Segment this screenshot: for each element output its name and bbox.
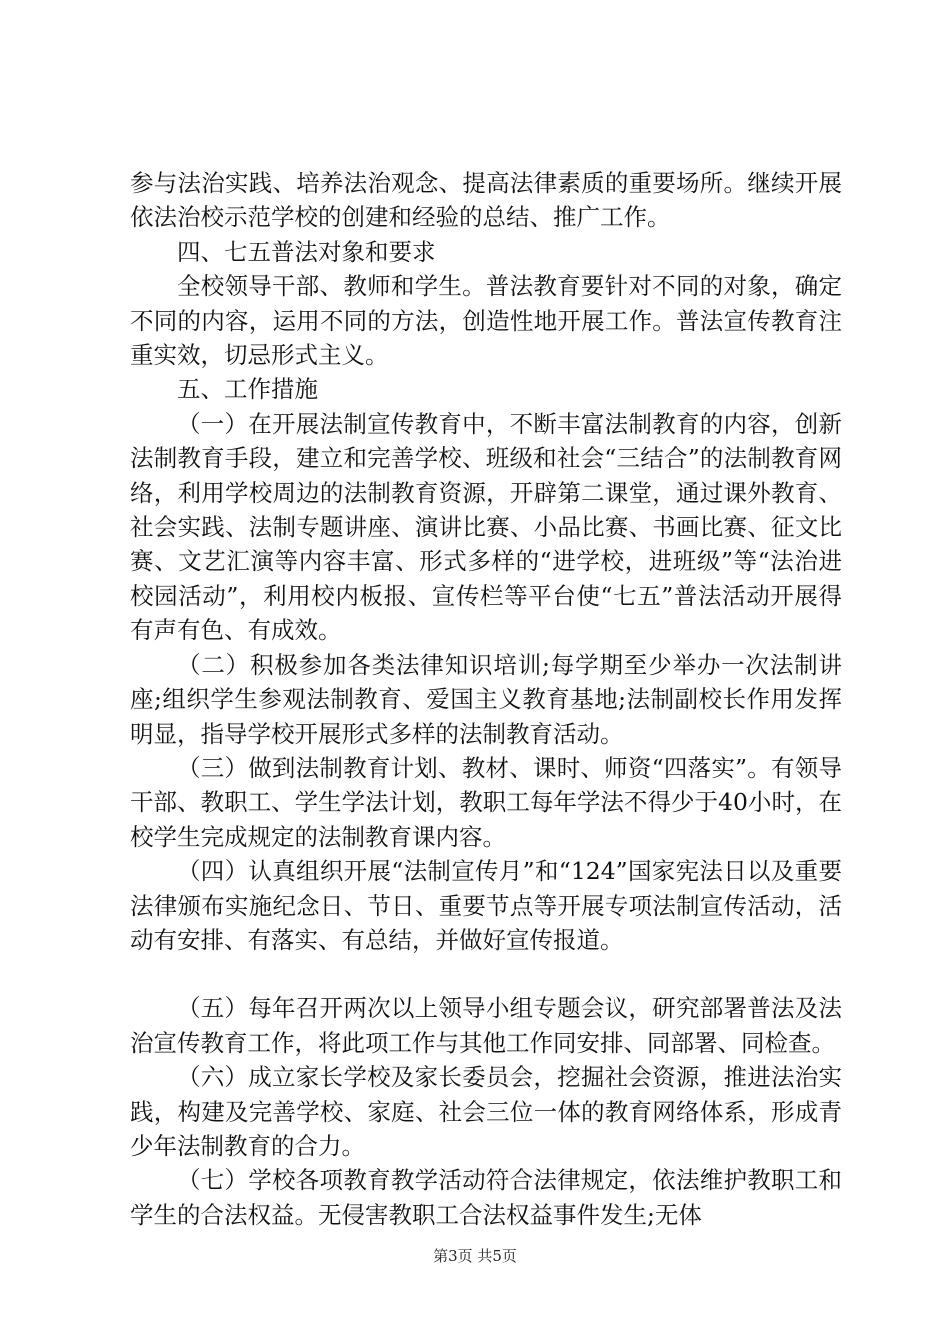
paragraph-measure-5: （五）每年召开两次以上领导小组专题会议，研究部署普法及法治宣传教育工作，将此项工作与其他工作同安排、同部署、同检查。 [130,994,842,1057]
paragraph-measure-2: （二）积极参加各类法律知识培训;每学期至少举办一次法制讲座;组织学生参观法制教育、爱国主义教育基地;法制副校长作用发挥明显，指导学校开展形式多样的法制教育活动。 [130,650,842,748]
paragraph-measure-4: （四）认真组织开展“法制宣传月”和“124”国家宪法日以及重要法律颁布实施纪念日、节日、重要节点等开展专项法制宣传活动，活动有安排、有落实、有总结，并做好宣传报道。 [130,857,842,954]
paragraph-measure-6: （六）成立家长学校及家长委员会，挖掘社会资源，推进法治实践，构建及完善学校、家庭、社会三位一体的教育网络体系，形成青少年法制教育的合力。 [130,1063,842,1160]
paragraph-measure-3: （三）做到法制教育计划、教材、课时、师资“四落实”。有领导干部、教职工、学生学法计划，教职工每年学法不得少于40小时，在校学生完成规定的法制教育课内容。 [130,753,842,851]
page-number-footer: 第3页 共5页 [433,1247,517,1265]
paragraph-measure-1: （一）在开展法制宣传教育中，不断丰富法制教育的内容，创新法制教育手段，建立和完善学校、班级和社会“三结合”的法制教育网络，利用学校周边的法制教育资源，开辟第二课堂，通过课外教育、社会实践、法制专题讲座、演讲比赛、小品比赛、书画比赛、征文比赛、文艺汇演等内容丰富、形式多样的“进学校，进班级”等“法治进校园活动”，利用校内板报、宣传栏等平台使“七五”普法活动开展得有声有色、有成效。 [130,409,842,645]
paragraph-continuation: 参与法治实践、培养法治观念、提高法律素质的重要场所。继续开展依法治校示范学校的创建和经验的总结、推广工作。 [130,169,842,232]
section-heading-measures: 五、工作措施 [177,375,318,404]
section-heading-targets: 四、七五普法对象和要求 [177,237,436,266]
paragraph-targets: 全校领导干部、教师和学生。普法教育要针对不同的对象，确定不同的内容，运用不同的方法，创造性地开展工作。普法宣传教育注重实效，切忌形式主义。 [130,272,842,370]
paragraph-measure-7: （七）学校各项教育教学活动符合法律规定，依法维护教职工和学生的合法权益。无侵害教职工合法权益事件发生;无体 [130,1166,842,1229]
document-body [130,166,842,1232]
